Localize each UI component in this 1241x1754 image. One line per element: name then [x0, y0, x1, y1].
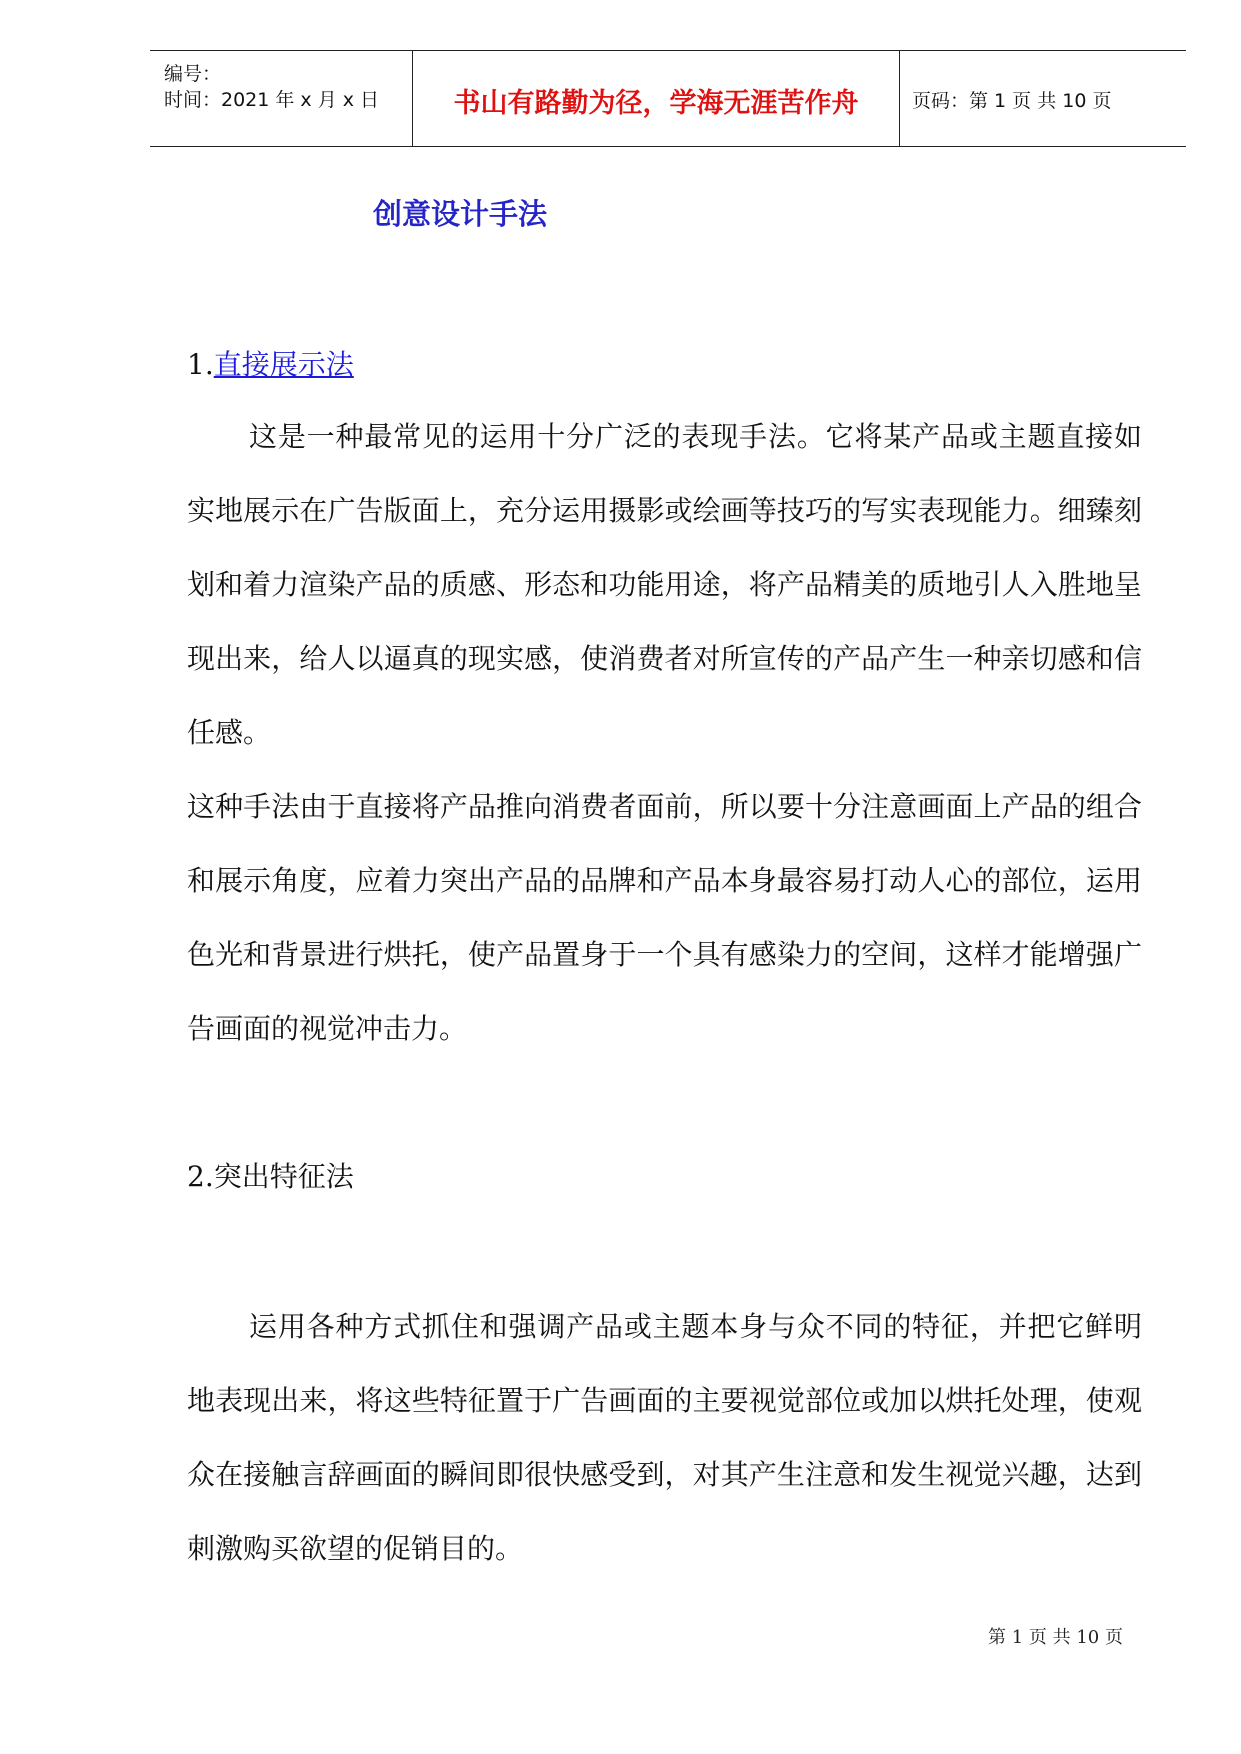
motto-text: 书山有路勤为径，学海无涯苦作舟 — [453, 88, 859, 119]
section-heading-text: 突出特征法 — [213, 1160, 354, 1193]
header-motto-cell — [412, 51, 900, 146]
section-number: 2. — [187, 1160, 214, 1193]
section-heading-2 — [187, 1155, 354, 1195]
header-page-cell — [900, 51, 1186, 146]
time-label: 时间：2021 年 x 月 x 日 — [164, 89, 380, 111]
page-code: 页码：第 1 页 共 10 页 — [912, 90, 1112, 112]
code-label: 编号： — [164, 63, 222, 85]
section-number: 1. — [187, 348, 214, 381]
paragraph: 这是一种最常见的运用十分广泛的表现手法。它将某产品或主题直接如实地展示在广告版面上，充分运用摄影或绘画等技巧的写实表现能力。细臻刻划和着力渲染产品的质感、形态和功能用途，将产品精美的质地引人入胜地呈现出来，给人以逼真的现实感，使消费者对所宣传的产品产生一种亲切感和信任感。 — [187, 420, 1142, 749]
document-header — [150, 50, 1186, 147]
document-title: 创意设计手法 — [373, 197, 548, 231]
header-meta-cell — [150, 51, 412, 146]
paragraph: 这种手法由于直接将产品推向消费者面前，所以要十分注意画面上产品的组合和展示角度，应着力突出产品的品牌和产品本身最容易打动人心的部位，运用色光和背景进行烘托，使产品置身于一个具有感染力的空间，这样才能增强广告画面的视觉冲击力。 — [187, 790, 1142, 1045]
section-heading-link[interactable]: 直接展示法 — [213, 348, 354, 381]
section-heading-1 — [187, 343, 354, 383]
paragraph: 运用各种方式抓住和强调产品或主题本身与众不同的特征，并把它鲜明地表现出来，将这些特征置于广告画面的主要视觉部位或加以烘托处理，使观众在接触言辞画面的瞬间即很快感受到，对其产生注意和发生视觉兴趣，达到刺激购买欲望的促销目的。 — [187, 1310, 1142, 1565]
page-footer: 第 1 页 共 10 页 — [988, 1627, 1123, 1648]
